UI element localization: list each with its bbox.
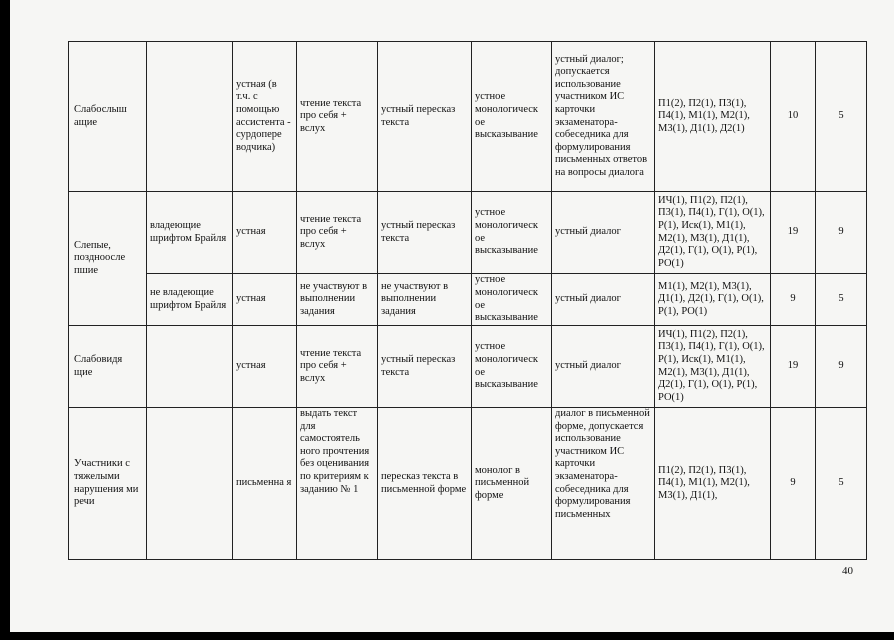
table-row <box>69 326 867 408</box>
table-cell: 5 <box>816 42 867 192</box>
table-cell: 10 <box>771 42 816 192</box>
table-cell: устная (в т.ч. с помощью ассистента - сурдопере водчика) <box>233 42 297 192</box>
table-row <box>69 42 867 192</box>
table-cell: устное монологическ ое высказывание <box>472 326 552 408</box>
table-cell: 9 <box>816 192 867 274</box>
table-cell: устный диалог <box>552 326 655 408</box>
table-cell: чтение текста про себя + вслух <box>297 192 378 274</box>
page-number: 40 <box>842 565 853 577</box>
table-cell: устный диалог <box>552 192 655 274</box>
table-row <box>69 274 867 326</box>
table-cell: устный диалог <box>552 274 655 326</box>
table-cell: устный пересказ текста <box>378 326 472 408</box>
table-row <box>69 408 867 560</box>
table-cell: 9 <box>816 326 867 408</box>
table-cell: 19 <box>771 326 816 408</box>
table-cell: П1(2), П2(1), П3(1), П4(1), М1(1), М2(1), М3(1), Д1(1), Д2(1) <box>655 42 771 192</box>
table-cell <box>147 42 233 192</box>
table-cell: устная <box>233 274 297 326</box>
table-cell: ИЧ(1), П1(2), П2(1), П3(1), П4(1), Г(1), О(1), Р(1), Иск(1), М1(1), М2(1), М3(1), Д1(1), Д2(1), Г(1), О(1), Р(1), РО(1) <box>655 326 771 408</box>
table-cell: не участвуют в выполнении задания <box>378 274 472 326</box>
table-cell: устное монологическ ое высказывание <box>472 274 552 326</box>
table-cell: М1(1), М2(1), М3(1), Д1(1), Д2(1), Г(1), О(1), Р(1), РО(1) <box>655 274 771 326</box>
table-cell <box>147 408 233 560</box>
table-cell <box>147 326 233 408</box>
table-cell: диалог в письменной форме, допускается использование участником ИС карточки экзаменатора-собеседника для формулирования письменных <box>552 408 655 560</box>
table-cell: 5 <box>816 274 867 326</box>
table-cell: П1(2), П2(1), П3(1), П4(1), М1(1), М2(1), М3(1), Д1(1), <box>655 408 771 560</box>
group-cell: Участники с тяжелыми нарушения ми речи <box>69 408 147 560</box>
table-cell: пересказ текста в письменной форме <box>378 408 472 560</box>
table-cell: монолог в письменной форме <box>472 408 552 560</box>
table-cell: 9 <box>771 274 816 326</box>
group-cell: Слабовидя щие <box>69 326 147 408</box>
table-cell: устная <box>233 192 297 274</box>
table-cell: 5 <box>816 408 867 560</box>
table-cell: устный диалог; допускается использование участником ИС карточки экзаменатора-собеседника для формулирования письменных ответов на вопросы диалога <box>552 42 655 192</box>
exam-conditions-table <box>68 41 867 560</box>
table-row <box>69 192 867 274</box>
table-cell: владеющие шрифтом Брайля <box>147 192 233 274</box>
scan-border-bottom <box>0 632 894 640</box>
table-cell: устное монологическ ое высказывание <box>472 42 552 192</box>
table-cell: 9 <box>771 408 816 560</box>
table-cell: письменна я <box>233 408 297 560</box>
table-cell: 19 <box>771 192 816 274</box>
table-cell: чтение текста про себя + вслух <box>297 326 378 408</box>
table-cell: устный пересказ текста <box>378 192 472 274</box>
table-cell: не участвуют в выполнении задания <box>297 274 378 326</box>
table-cell: чтение текста про себя + вслух <box>297 42 378 192</box>
table-cell: не владеющие шрифтом Брайля <box>147 274 233 326</box>
group-cell: Слабослыш ащие <box>69 42 147 192</box>
table-cell: устная <box>233 326 297 408</box>
group-cell: Слепые, поздноосле пшие <box>69 192 147 326</box>
table-cell: выдать текст для самостоятель ного прочтения без оценивания по критериям к заданию № 1 <box>297 408 378 560</box>
table-cell: ИЧ(1), П1(2), П2(1), П3(1), П4(1), Г(1), О(1), Р(1), Иск(1), М1(1), М2(1), М3(1), Д1(1), Д2(1), Г(1), О(1), Р(1), РО(1) <box>655 192 771 274</box>
scan-border-left <box>0 0 10 640</box>
table-cell: устное монологическ ое высказывание <box>472 192 552 274</box>
table-cell: устный пересказ текста <box>378 42 472 192</box>
